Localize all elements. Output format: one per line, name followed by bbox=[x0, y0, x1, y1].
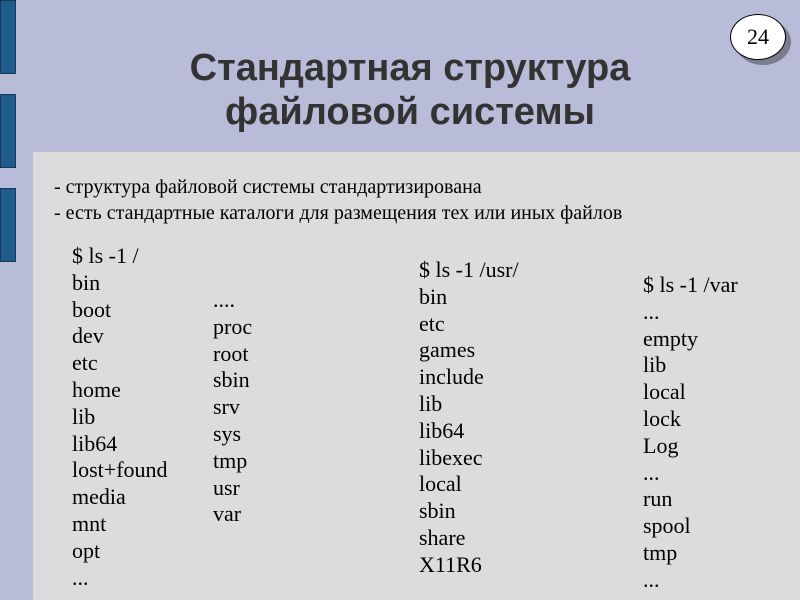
listing-entry: dev bbox=[72, 323, 104, 349]
listing-entry: lib bbox=[419, 390, 443, 416]
root-listing bbox=[72, 243, 168, 591]
listing-entry: bin bbox=[419, 283, 448, 309]
listing-entries bbox=[213, 287, 252, 528]
listing-entry: home bbox=[72, 376, 121, 402]
slide-title-line: Стандартная структура bbox=[189, 47, 631, 89]
listing-entry: share bbox=[419, 524, 466, 550]
listing-entry: sbin bbox=[419, 498, 456, 524]
listing-entry: run bbox=[643, 486, 673, 512]
listing-entry: lock bbox=[643, 405, 681, 431]
listing-entry: spool bbox=[643, 513, 691, 539]
listing-entry: mnt bbox=[72, 510, 107, 536]
listing-command: $ ls -1 /var bbox=[643, 272, 738, 297]
listing-entry: lost+found bbox=[72, 457, 168, 483]
listing-entry: ... bbox=[72, 564, 89, 590]
listing-entry: lib bbox=[643, 352, 667, 378]
page-number-badge: 24 bbox=[730, 14, 786, 60]
listing-entry: boot bbox=[72, 296, 112, 322]
listing-entry: X11R6 bbox=[419, 551, 482, 577]
listing-entry: games bbox=[419, 337, 476, 363]
listing-entry: lib64 bbox=[72, 430, 118, 456]
listing-entry: ... bbox=[643, 459, 660, 485]
bullet-item: - структура файловой системы стандартизирована bbox=[54, 176, 482, 198]
usr-listing bbox=[419, 257, 519, 579]
slide-title bbox=[60, 46, 760, 134]
var-listing bbox=[643, 272, 738, 594]
bullet-list bbox=[54, 174, 622, 226]
root-listing-continued bbox=[213, 287, 252, 528]
listing-command: $ ls -1 /usr/ bbox=[419, 257, 519, 282]
listing-entry: tmp bbox=[643, 539, 678, 565]
listing-entry: sys bbox=[213, 420, 242, 446]
listing-entry: srv bbox=[213, 394, 240, 420]
listing-entry: tmp bbox=[213, 447, 248, 473]
listing-entry: usr bbox=[213, 474, 240, 500]
listing-entry: var bbox=[213, 501, 242, 527]
listing-entry: media bbox=[72, 484, 126, 510]
listing-entry: .... bbox=[213, 287, 235, 312]
listing-entry: include bbox=[419, 364, 484, 390]
listing-entries bbox=[72, 270, 168, 592]
listing-entries bbox=[419, 284, 519, 579]
side-decoration-bar bbox=[0, 188, 16, 262]
listing-entry: ... bbox=[643, 566, 660, 592]
listing-entry: root bbox=[213, 340, 249, 366]
listing-entry: local bbox=[643, 379, 686, 405]
slide-title-line: файловой системы bbox=[224, 91, 596, 133]
listing-entry: ... bbox=[643, 298, 660, 324]
listing-entry: etc bbox=[419, 310, 445, 336]
bullet-item: - есть стандартные каталоги для размещения тех или иных файлов bbox=[54, 202, 623, 224]
listing-entry: empty bbox=[643, 325, 698, 351]
listing-command: $ ls -1 / bbox=[72, 243, 139, 268]
side-decoration-bar bbox=[0, 94, 16, 168]
listing-entry: lib bbox=[72, 403, 96, 429]
listing-entry: lib64 bbox=[419, 417, 465, 443]
listing-entry: bin bbox=[72, 269, 101, 295]
listing-entry: libexec bbox=[419, 444, 483, 470]
side-decoration-bar bbox=[0, 0, 16, 74]
listing-entry: sbin bbox=[213, 367, 250, 393]
listing-entry: local bbox=[419, 471, 462, 497]
listing-entries bbox=[643, 299, 738, 594]
listing-entry: Log bbox=[643, 432, 679, 458]
listing-entry: etc bbox=[72, 350, 98, 376]
listing-entry: opt bbox=[72, 537, 101, 563]
listing-entry: proc bbox=[213, 313, 253, 339]
